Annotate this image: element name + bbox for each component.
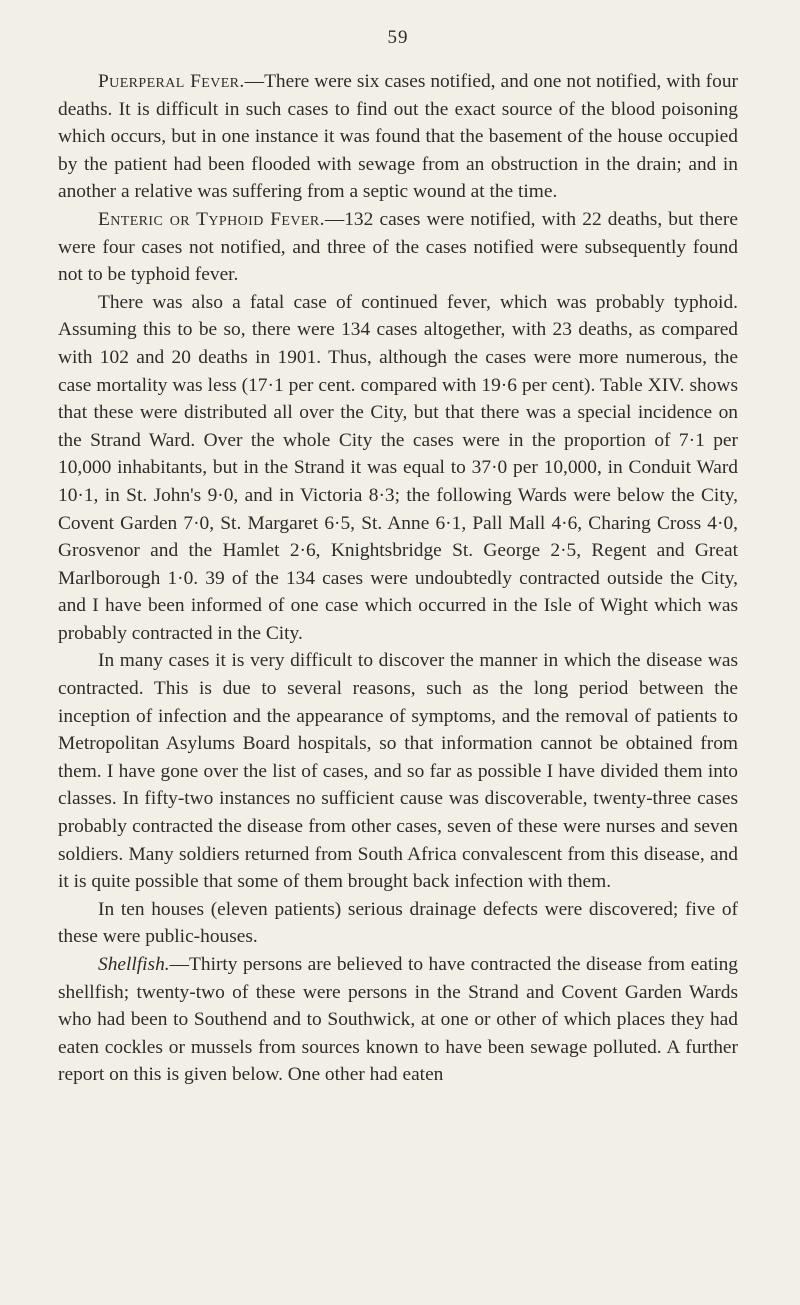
paragraph-text: There was also a fatal case of continued fever, which was probably typhoid. Assuming this to be so, there were 134 cases altogether, with 23 deaths, as compared with 102 and 20 deaths in 1901. Thus, although the cases were more numerous, the case mortality was less (17·1 per cent. compared with 19·6 per cent). Table XIV. shows that these were distributed all over the City, but that there was a special incidence on the Strand Ward. Over the whole City the cases were in the proportion of 7·1 per 10,000 inhabitants, but in the Strand it was equal to 37·0 per 10,000, in Conduit Ward 10·1, in St. John's 9·0, and in Victoria 8·3; the following Wards were below the City, Covent Garden 7·0, St. Margaret 6·5, St. Anne 6·1, Pall Mall 4·6, Charing Cross 4·0, Grosvenor and the Hamlet 2·6, Knightsbridge St. George 2·5, Regent and Great Marlborough 1·0. 39 of the 134 cases were undoubtedly contracted outside the City, and I have been informed of one case which occurred in the Isle of Wight which was probably contracted in the City. <box>58 291 738 644</box>
paragraph-text: In many cases it is very difficult to discover the manner in which the disease was contracted. This is due to several reasons, such as the long period between the inception of infection and the appearance of symptoms, and the removal of patients to Metropolitan Asylums Board hospitals, so that information cannot be obtained from them. I have gone over the list of cases, and so far as possible I have divided them into classes. In fifty-two instances no sufficient cause was discoverable, twenty-three cases probably contracted the disease from other cases, seven of these were nurses and seven soldiers. Many soldiers returned from South Africa convalescent from this disease, and it is quite possible that some of them brought back infection with them. <box>58 650 738 893</box>
heading-puerperal-fever: Puerperal Fever. <box>98 71 245 92</box>
paragraph-text: In ten houses (eleven patients) serious drainage defects were discovered; five of these were public-houses. <box>58 898 738 948</box>
paragraph-manner-of-contraction <box>58 647 738 895</box>
heading-shellfish: Shellfish. <box>98 954 170 975</box>
paragraph-enteric-fever <box>58 206 738 289</box>
paragraph-text: —Thirty persons are believed to have contracted the disease from eating shellfish; twenty-two of these were persons in the Strand and Covent Garden Wards who had been to Southend and to Southwick, at one or other of which places they had eaten cockles or mussels from sources known to have been sewage polluted. A further report on this is given below. One other had eaten <box>58 954 738 1086</box>
heading-enteric-fever: Enteric or Typhoid Fever. <box>98 208 325 230</box>
page-number: 59 <box>387 27 409 48</box>
paragraph-continued-fever <box>58 289 738 648</box>
paragraph-drainage-defects <box>58 896 738 951</box>
paragraph-puerperal-fever <box>58 68 738 206</box>
paragraph-text: —132 cases were notified, with 22 deaths, but there were four cases not notified, and three of the cases notified were subsequently found not to be typhoid fever. <box>58 208 738 286</box>
paragraph-shellfish <box>58 951 738 1089</box>
paragraph-text: —There were six cases notified, and one not notified, with four deaths. It is difficult in such cases to find out the exact source of the blood poisoning which occurs, but in one instance it was found that the basement of the house occupied by the patient had been flooded with sewage from an obstruction in the drain; and in another a relative was suffering from a septic wound at the time. <box>58 71 738 203</box>
